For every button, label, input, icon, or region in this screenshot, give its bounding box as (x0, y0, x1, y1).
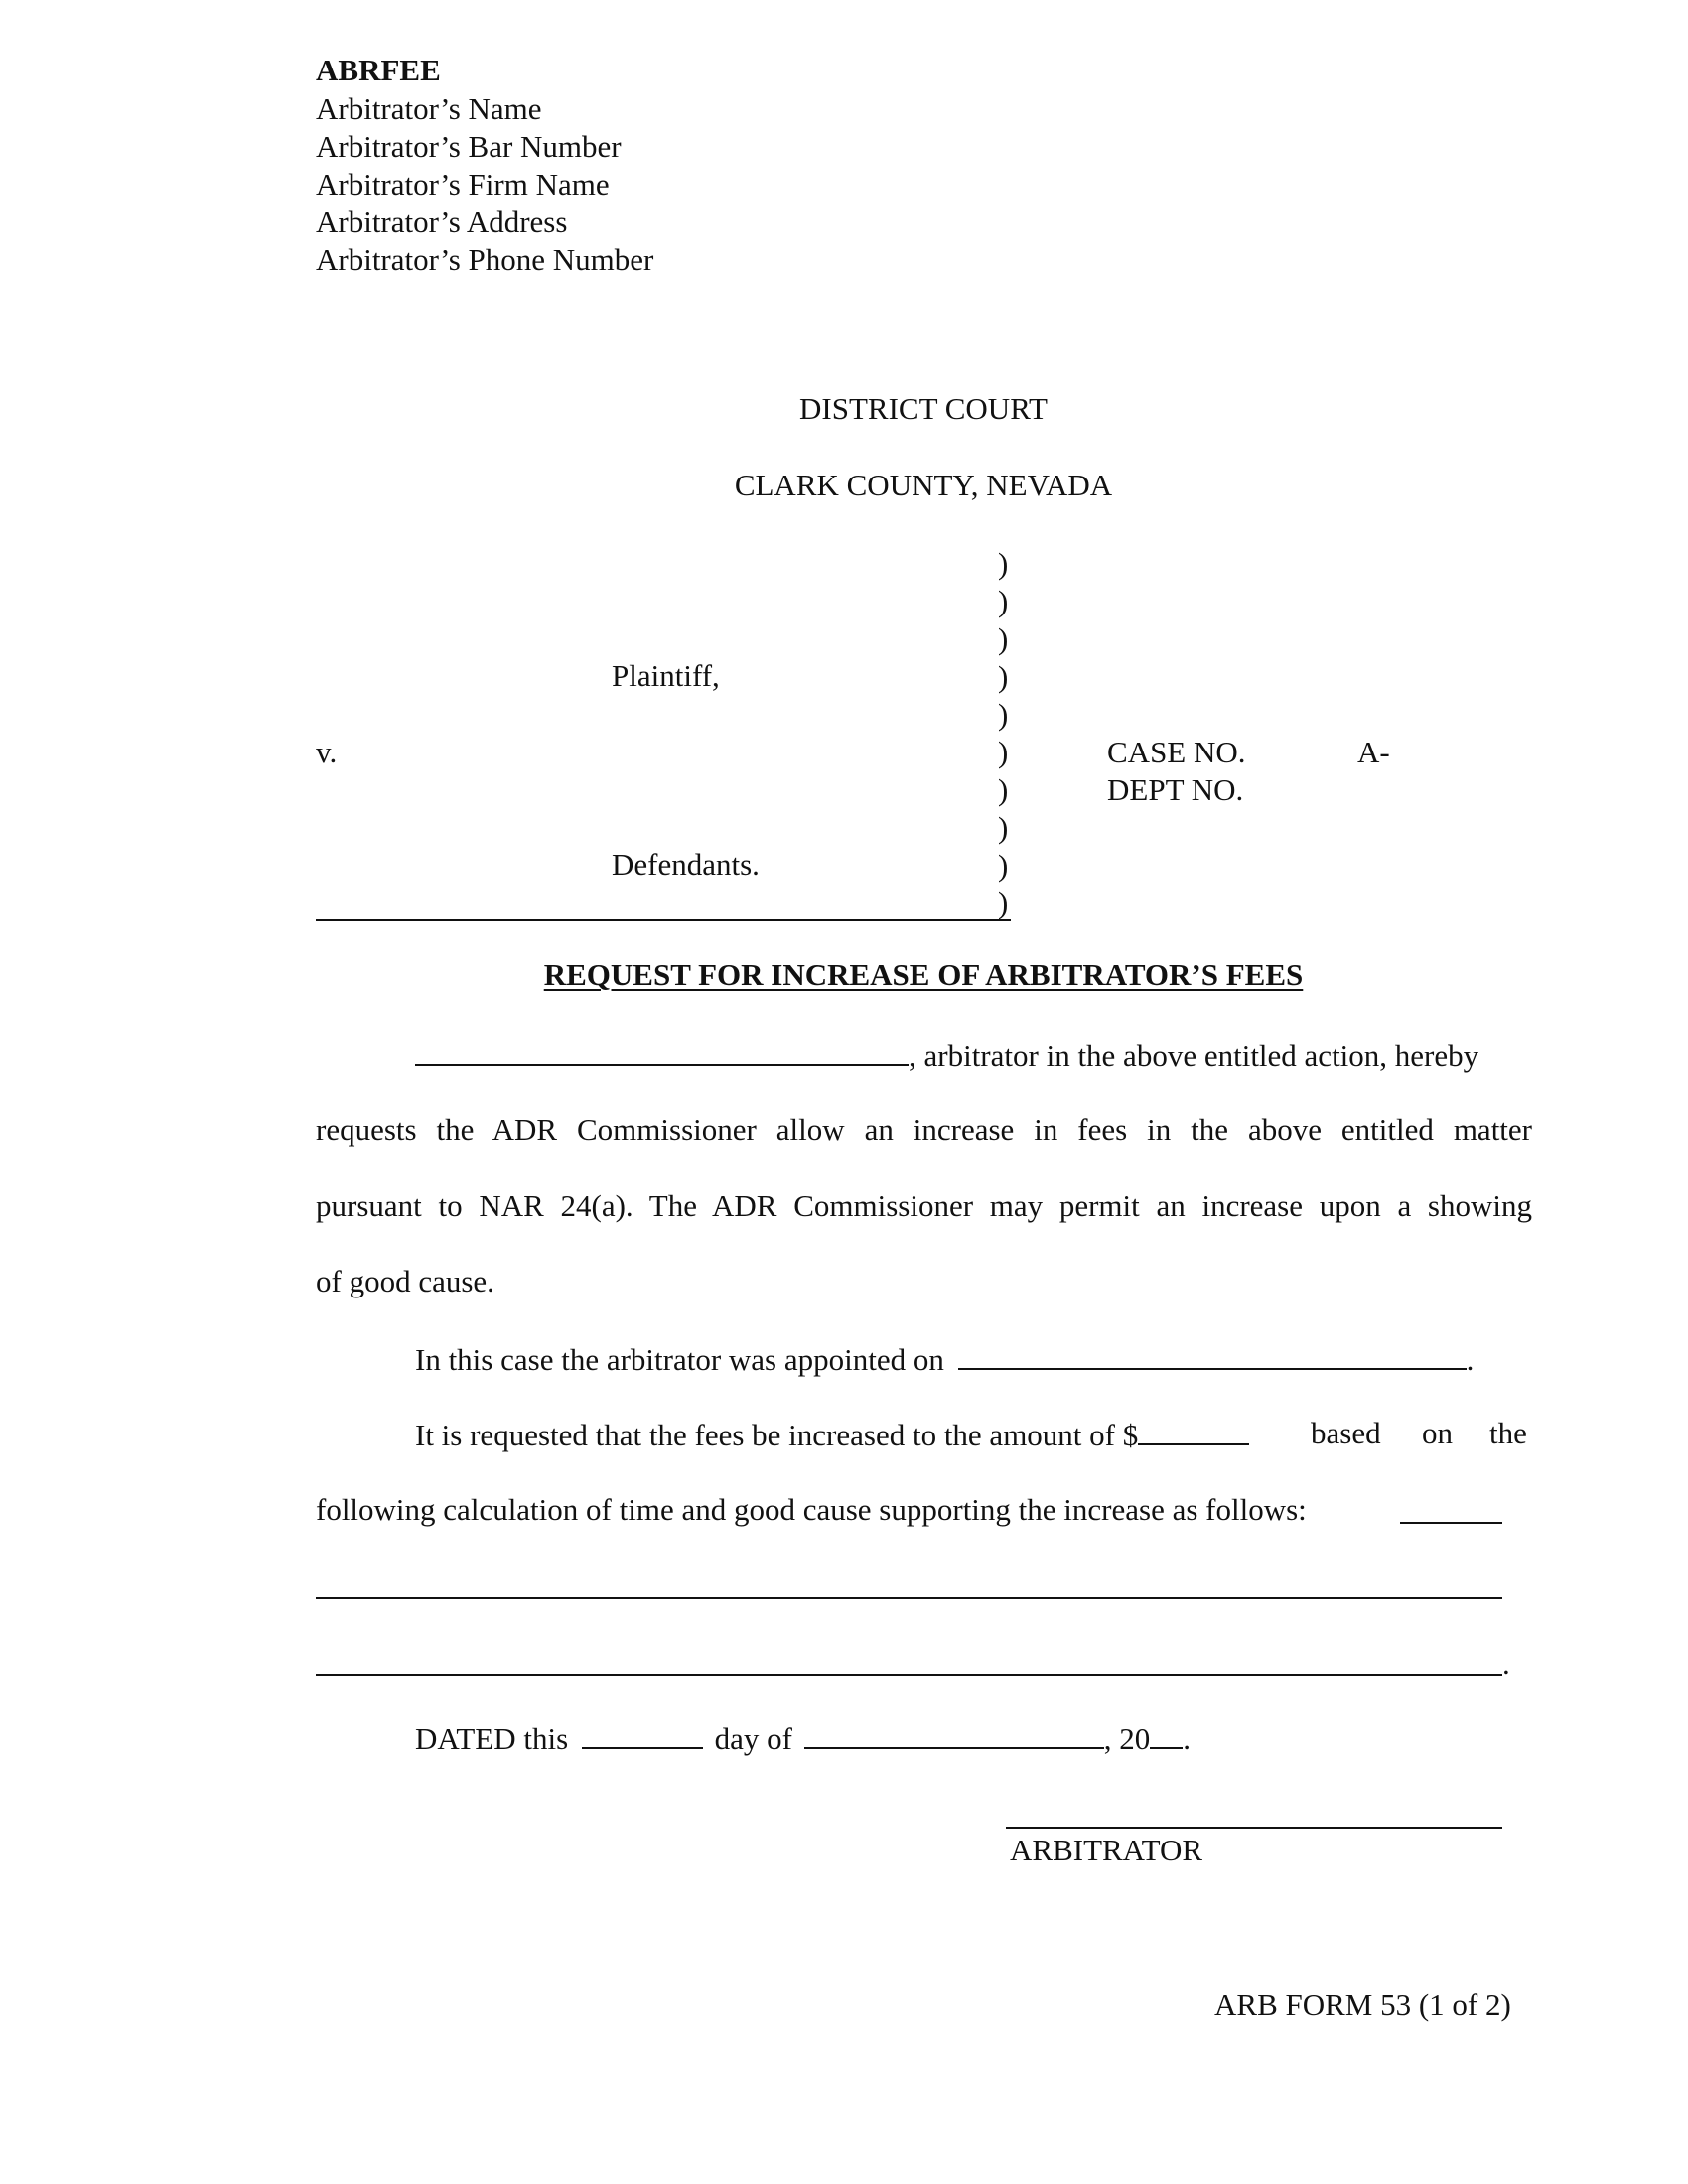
versus-label: v. (316, 735, 338, 769)
form-code: ABRFEE (316, 53, 441, 87)
court-county: CLARK COUNTY, NEVADA (734, 468, 1113, 502)
paragraph-3-line-1 (415, 1418, 1249, 1450)
case-no-value: A- (1357, 735, 1390, 769)
calculation-blank-start[interactable] (1400, 1522, 1502, 1524)
caption-paren: ) (998, 621, 1009, 656)
paragraph-2-end: . (1466, 1342, 1475, 1377)
arbitrator-address-line: Arbitrator’s Address (316, 205, 568, 239)
caption-paren: ) (998, 735, 1009, 769)
arbitrator-bar-number-line: Arbitrator’s Bar Number (316, 129, 622, 164)
dept-no-label: DEPT NO. (1107, 772, 1244, 807)
dated-line (415, 1721, 1191, 1754)
paragraph-3-the: the (1489, 1416, 1527, 1450)
paragraph-1-line-4: of good cause. (316, 1264, 494, 1298)
paragraph-3-text: It is requested that the fees be increased to the amount of $ (415, 1418, 1139, 1452)
paragraph-2-text: In this case the arbitrator was appointed on (415, 1342, 944, 1377)
paragraph-1-line-1 (415, 1038, 1478, 1071)
dated-year-blank[interactable] (1150, 1721, 1183, 1749)
calculation-blank-line-2[interactable] (316, 1674, 1502, 1676)
caption-paren: ) (998, 772, 1009, 807)
paragraph-2 (415, 1342, 1474, 1375)
dated-end: . (1183, 1721, 1191, 1756)
caption-paren: ) (998, 659, 1009, 694)
arbitrator-phone-line: Arbitrator’s Phone Number (316, 242, 654, 277)
paragraph-3-based: based (1311, 1416, 1381, 1450)
paragraph-1-line-2: requests the ADR Commissioner allow an increase in fees in the above entitled matter (316, 1112, 1532, 1147)
form-number: ARB FORM 53 (1 of 2) (1214, 1987, 1511, 2022)
arbitrator-name-blank[interactable] (415, 1038, 909, 1066)
caption-paren: ) (998, 810, 1009, 845)
appointment-date-blank[interactable] (958, 1342, 1467, 1370)
caption-parentheses (998, 548, 1018, 925)
court-name: DISTRICT COURT (799, 391, 1048, 426)
signature-label: ARBITRATOR (1010, 1833, 1203, 1867)
dated-prefix: DATED this (415, 1721, 569, 1756)
arbitrator-name-line: Arbitrator’s Name (316, 91, 542, 126)
plaintiff-label: Plaintiff, (612, 658, 720, 693)
dated-day-blank[interactable] (582, 1721, 703, 1749)
caption-paren: ) (998, 546, 1009, 581)
arbitrator-firm-name-line: Arbitrator’s Firm Name (316, 167, 610, 202)
signature-line[interactable] (1006, 1827, 1502, 1829)
fee-amount-blank[interactable] (1138, 1418, 1249, 1445)
paragraph-1-line-3: pursuant to NAR 24(a). The ADR Commissioner may permit an increase upon a showing (316, 1188, 1532, 1223)
caption-paren: ) (998, 697, 1009, 732)
caption-paren: ) (998, 848, 1009, 883)
caption-paren: ) (998, 886, 1009, 920)
document-title: REQUEST FOR INCREASE OF ARBITRATOR’S FEES (543, 957, 1304, 992)
case-no-label: CASE NO. (1107, 735, 1246, 769)
calculation-blank-line-1[interactable] (316, 1597, 1502, 1599)
defendants-label: Defendants. (612, 847, 760, 882)
paragraph-3-on: on (1422, 1416, 1453, 1450)
caption-underline (316, 919, 1011, 921)
dated-day-of: day of (714, 1721, 792, 1756)
paragraph-3-line-2: following calculation of time and good cause supporting the increase as follows: (316, 1492, 1307, 1527)
calculation-end-period: . (1502, 1646, 1510, 1681)
paragraph-1-line-1-text: , arbitrator in the above entitled action, hereby (909, 1038, 1479, 1073)
dated-year-prefix: , 20 (1103, 1721, 1151, 1756)
dated-month-blank[interactable] (804, 1721, 1104, 1749)
caption-paren: ) (998, 584, 1009, 618)
